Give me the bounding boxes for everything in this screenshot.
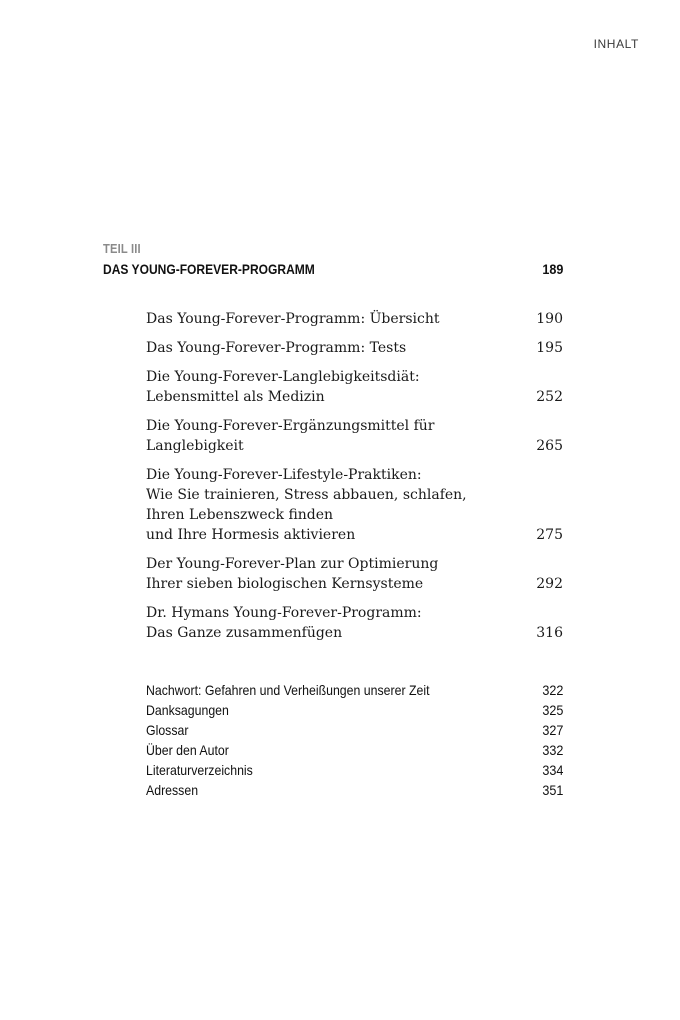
backmatter-entry: [146, 780, 563, 800]
running-head: INHALT: [593, 37, 639, 51]
backmatter-entry-title: Adressen: [146, 782, 199, 798]
toc-entry: [146, 416, 563, 456]
backmatter-entry-page: 334: [541, 762, 563, 778]
toc-entry-page: 195: [536, 340, 563, 356]
backmatter-entry-page: 327: [541, 722, 563, 738]
toc-entry-page: 275: [536, 527, 563, 543]
backmatter-entry: [146, 740, 563, 760]
part-title: DAS YOUNG-FOREVER-PROGRAMM: [103, 261, 315, 277]
backmatter-entry: [146, 680, 563, 700]
toc-entry: [146, 603, 563, 643]
toc-entry-title: Das Young-Forever-Programm: Tests: [146, 340, 407, 356]
toc-entry-page: 190: [536, 311, 563, 327]
backmatter-entry-title: Nachwort: Gefahren und Verheißungen unserer Zeit: [146, 682, 430, 698]
toc-entry: [146, 309, 563, 329]
backmatter-entry-page: 322: [541, 682, 563, 698]
toc-entry: [146, 465, 563, 545]
toc-entry-title: Die Young-Forever-Lifestyle-Praktiken: Wie Sie trainieren, Stress abbauen, schlafen, Ihren Lebenszweck finden und Ihre Hormesis aktivieren: [146, 467, 467, 543]
backmatter-entry-title: Glossar: [146, 722, 189, 738]
toc-entry-title: Das Young-Forever-Programm: Übersicht: [146, 311, 440, 327]
part-title-row: [103, 261, 563, 277]
backmatter-entry: [146, 700, 563, 720]
backmatter-entry-title: Danksagungen: [146, 702, 229, 718]
backmatter-entry-title: Über den Autor: [146, 742, 229, 758]
part-label: TEIL III: [103, 241, 141, 256]
part-page-number: 189: [541, 261, 563, 277]
toc-entry-page: 265: [536, 438, 563, 454]
toc-entry-page: 252: [536, 389, 563, 405]
toc-entry-page: 292: [536, 576, 563, 592]
backmatter-entry-page: 332: [541, 742, 563, 758]
toc-entry-page: 316: [536, 625, 563, 641]
backmatter-entry-page: 325: [541, 702, 563, 718]
part-heading: [103, 241, 563, 277]
toc-entry-title: Die Young-Forever-Langlebigkeitsdiät: Lebensmittel als Medizin: [146, 369, 420, 405]
toc-entry-title: Der Young-Forever-Plan zur Optimierung Ihrer sieben biologischen Kernsysteme: [146, 556, 439, 592]
toc-entry: [146, 367, 563, 407]
backmatter-entry-title: Literaturverzeichnis: [146, 762, 253, 778]
chapter-list: [146, 309, 563, 652]
backmatter-entry: [146, 720, 563, 740]
toc-entry: [146, 338, 563, 358]
toc-entry-title: Die Young-Forever-Ergänzungsmittel für Langlebigkeit: [146, 418, 435, 454]
toc-entry-title: Dr. Hymans Young-Forever-Programm: Das Ganze zusammenfügen: [146, 605, 422, 641]
toc-entry: [146, 554, 563, 594]
backmatter-entry-page: 351: [541, 782, 563, 798]
backmatter-list: [146, 680, 563, 800]
backmatter-entry: [146, 760, 563, 780]
